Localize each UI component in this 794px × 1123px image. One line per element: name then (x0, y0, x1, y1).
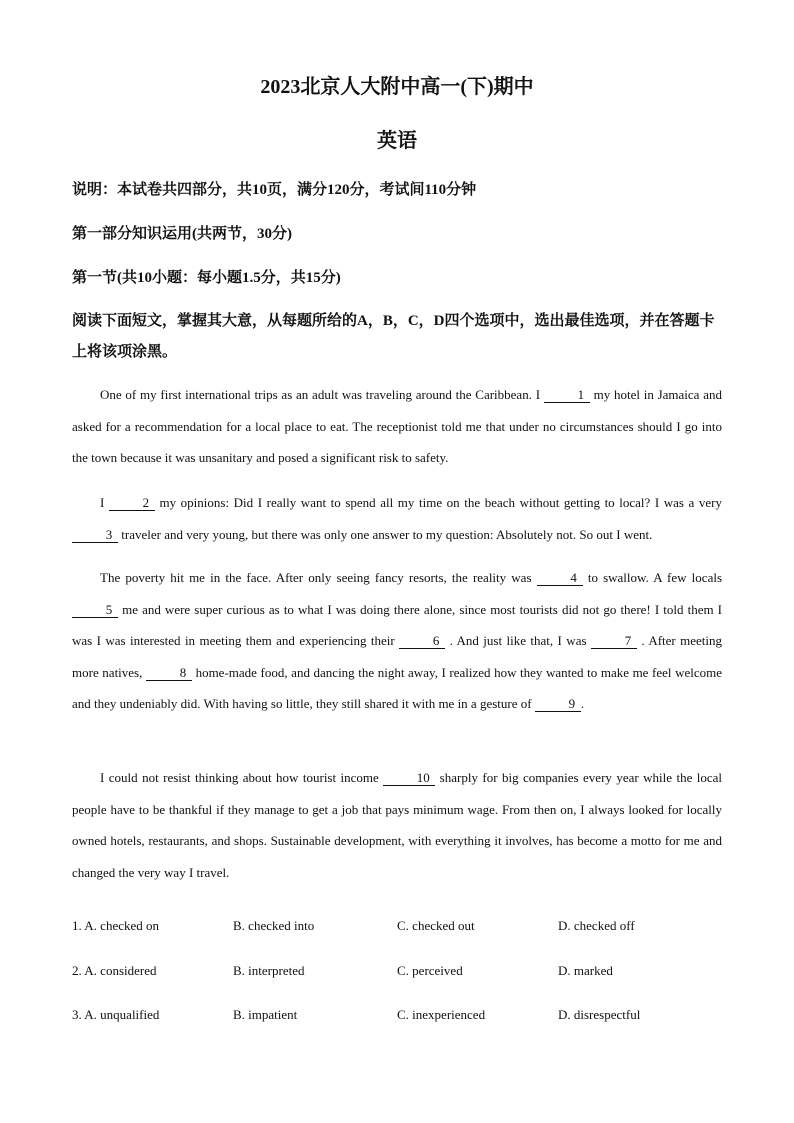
blank-4: 4 (537, 570, 583, 586)
paragraph-3 (72, 562, 722, 720)
question-2-options (72, 963, 732, 983)
option-d: D. disrespectful (558, 1007, 641, 1022)
paragraph-text: I could not resist thinking about how tourist income (100, 770, 379, 785)
exam-title: 2023北京人大附中高一(下)期中 (260, 76, 534, 98)
option-d: D. marked (558, 963, 613, 978)
option-a: 1. A. checked on (72, 918, 160, 933)
paragraph-text: to swallow. A few locals (587, 570, 723, 585)
blank-6: 6 (399, 633, 445, 649)
blank-1: 1 (544, 387, 590, 403)
blank-3: 3 (72, 527, 118, 543)
question-3-options (72, 1007, 732, 1027)
option-d: D. checked off (558, 918, 635, 933)
exam-note: 说明：本试卷共四部分，共10页，满分120分，考试间110分钟 (72, 182, 477, 198)
option-a: 2. A. considered (72, 963, 157, 978)
blank-8: 8 (146, 665, 192, 681)
option-b: B. interpreted (233, 963, 305, 978)
paragraph-text: . And just like that, I was (449, 633, 587, 648)
option-b: B. checked into (233, 918, 315, 933)
paragraph-text: traveler and very young, but there was only one answer to my question: Absolutely not. So out I went. (121, 526, 653, 542)
blank-2: 2 (109, 495, 155, 511)
paragraph-text: my opinions: Did I really want to spend all my time on the beach without getting to local? I was a very (159, 495, 723, 510)
paragraph-text: while the local people have to be thankful if they manage to get a job that pays minimum wage. From then on, I always looked for locally owned hotels, restaurants, and shops. Sustainable development, with everything it involves, has become a motto for me and changed the very way I travel. (72, 770, 723, 880)
option-c: C. inexperienced (397, 1007, 486, 1022)
subject-title: 英语 (377, 130, 417, 152)
paragraph-text: . After meeting more natives, (72, 633, 723, 680)
blank-10: 10 (383, 770, 435, 786)
option-c: C. checked out (397, 918, 475, 933)
option-b: B. impatient (233, 1007, 298, 1022)
paragraph-text: One of my first international trips as an adult was traveling around the Caribbean. I (100, 387, 541, 402)
instruction-text: 阅读下面短文，掌握其大意，从每题所给的A，B，C，D四个选项中，选出最佳选项，并在答题卡上将该项涂黑。 (72, 313, 715, 360)
blank-5: 5 (72, 602, 118, 618)
blank-7: 7 (591, 633, 637, 649)
paragraph-text: . (580, 696, 585, 711)
paragraph-text: sharply for big companies every year (439, 770, 639, 785)
paragraph-text: me and were super curious as to what I was doing there alone, since most tourists did not go there! I told them I was I was interested in meeting them and experiencing their (72, 601, 722, 648)
part-heading: 第一部分知识运用(共两节，30分) (72, 226, 292, 242)
option-a: 3. A. unqualified (72, 1007, 160, 1022)
blank-9: 9 (535, 696, 581, 712)
paragraph-text: The poverty hit me in the face. After only seeing fancy resorts, the reality was (100, 570, 532, 585)
paragraph-text: I (100, 495, 105, 510)
paragraph-text: my hotel in Jamaica and asked for a recommendation for a local place to eat. The receptionist told me that under no circumstances should I go into the town because it was unsanitary and posed a significant risk to safety. (72, 387, 722, 465)
paragraph-text: home-made food, and dancing the night away, I realized how they wanted to make me feel welcome and they undeniably did. With having so little, they still shared it with me in a gesture of (72, 664, 723, 711)
paragraph-1 (72, 379, 722, 474)
question-1-options (72, 918, 732, 938)
option-c: C. perceived (397, 963, 463, 978)
section-heading: 第一节(共10小题：每小题1.5分，共15分) (72, 270, 341, 286)
paragraph-4 (72, 762, 722, 888)
paragraph-2 (72, 487, 722, 550)
